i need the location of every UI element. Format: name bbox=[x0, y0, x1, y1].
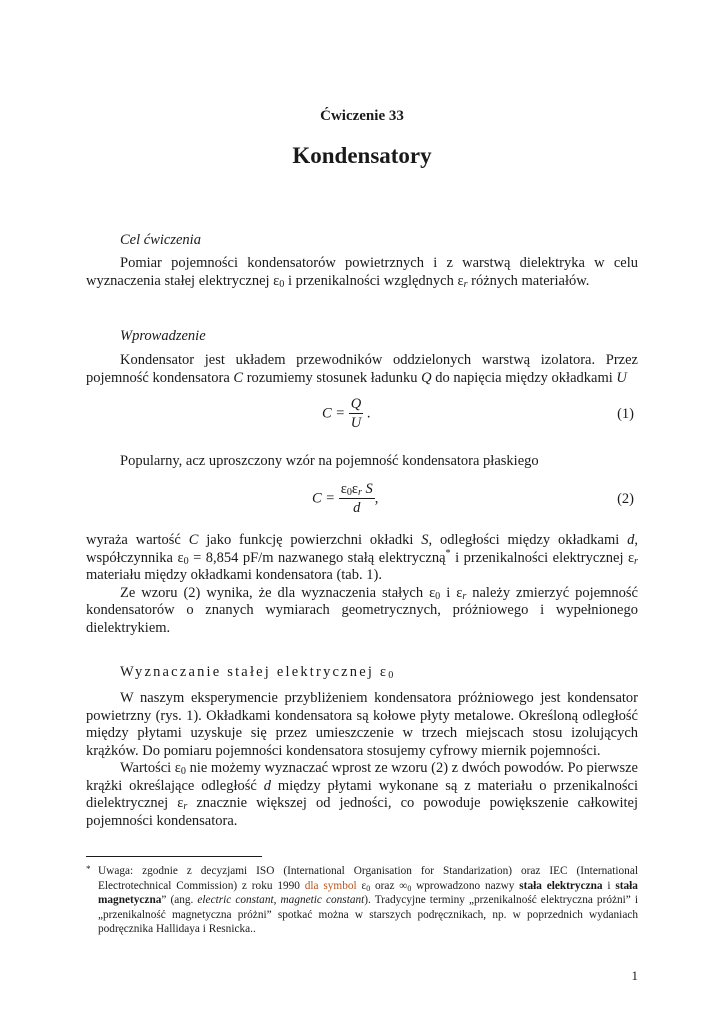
eq1-fraction: $\frac{Q}{U}$ bbox=[350, 396, 362, 431]
intro-paragraph-1: Kondensator jest układem przewodników oddzielonych warstwą izolatora. Przez pojemność kondensatora C rozumiemy stosunek ładunku Q do napięcia między okładkami U bbox=[86, 352, 638, 386]
footnote-divider bbox=[86, 856, 262, 857]
footnote: * Uwaga: zgodnie z decyzjami ISO (International Organisation for Standarization) oraz IEC (International Electrotechnical Commission) z roku 1990 dla symbol $\varepsilon_0$ oraz $\infty_0$ wprowadzono nazwy stała elektryczna i stała magnetyczna” (ang. electric constant, magnetic constant). Tradycyjne terminy „przenikalność elektryczna próżni” i „przenikalność magnetyczna próżni” spotkać można w starszych podręcznikach, np. w poprzednich wydaniach podręcznika Hallidaya i Resnicka.. bbox=[86, 864, 638, 935]
exercise-number: Ćwiczenie 33 bbox=[320, 108, 404, 124]
eq1-label: (1) bbox=[617, 406, 634, 422]
eq1-lhs: C = bbox=[322, 405, 346, 422]
page-title: Kondensatory bbox=[292, 143, 432, 168]
page-number: 1 bbox=[631, 968, 638, 983]
equation-2: C = $\frac{\varepsilon_0\varepsilon_r S}{d}$ , (2) bbox=[312, 481, 634, 516]
eq2-fraction: $\frac{\varepsilon_0\varepsilon_r S}{d}$ bbox=[340, 481, 373, 516]
eq2-lhs: C = bbox=[312, 490, 336, 507]
goal-paragraph: Pomiar pojemności kondensatorów powietrznych i z warstwą dielektryka w celu wyznaczenia stałej elektrycznej $\varepsilon_0$ i przenikalności względnych $\varepsilon_r$ różnych materiałów. bbox=[86, 255, 638, 290]
footnote-highlight: dla symbol bbox=[304, 879, 357, 892]
measurement-paragraphs: W naszym eksperymencie przybliżeniem kondensatora próżniowego jest kondensator powietrzny (rys. 1). Okładkami kondensatora są kołowe płyty metalowe. Określoną odległość między płytami uzyskuje się przez umieszczenie w trzech miejscach stosu izolujących krążków. Do pomiaru pojemności kondensatora stosujemy cyfrowy miernik pojemności. Wartości $\varepsilon_0$ nie możemy wyznaczać wprost ze wzoru (2) z dwóch powodów. Po pierwsze krążki określające odległość d między płytami wykonane są z materiału o przenikalności dielektrycznej $\varepsilon_r$ znacznie większej od jedności, co powoduje powiększenie całkowitej pojemności kondensatora. bbox=[86, 690, 639, 829]
footnote-marker: * bbox=[86, 864, 91, 874]
eq2-label: (2) bbox=[617, 491, 634, 507]
section-heading-measurement: Wyznaczanie stałej elektrycznej $\varepsilon_0$ bbox=[120, 664, 396, 681]
section-heading-goal: Cel ćwiczenia bbox=[120, 232, 201, 248]
equation-1: C = $\frac{Q}{U}$ . (1) bbox=[322, 396, 634, 431]
intro-paragraph-3: wyraża wartość C jako funkcję powierzchni okładki S, odległości między okładkami d, współczynnika $\varepsilon_0 = 8,854$ pF/m nazwanego stałą elektryczną* i przenikalności elektrycznej $\varepsilon_r$ materiału między okładkami kondensatora (tab. 1). Ze wzoru (2) wynika, że dla wyznaczenia stałych $\varepsilon_0$ i $\varepsilon_r$ należy zmierzyć pojemność kondensatorów o znanych wymiarach geometrycznych, próżniowego i wypełnionego dielektrykiem. bbox=[86, 532, 638, 636]
intro-paragraph-2: Popularny, acz uproszczony wzór na pojemność kondensatora płaskiego bbox=[120, 453, 539, 469]
section-heading-intro: Wprowadzenie bbox=[120, 328, 206, 344]
